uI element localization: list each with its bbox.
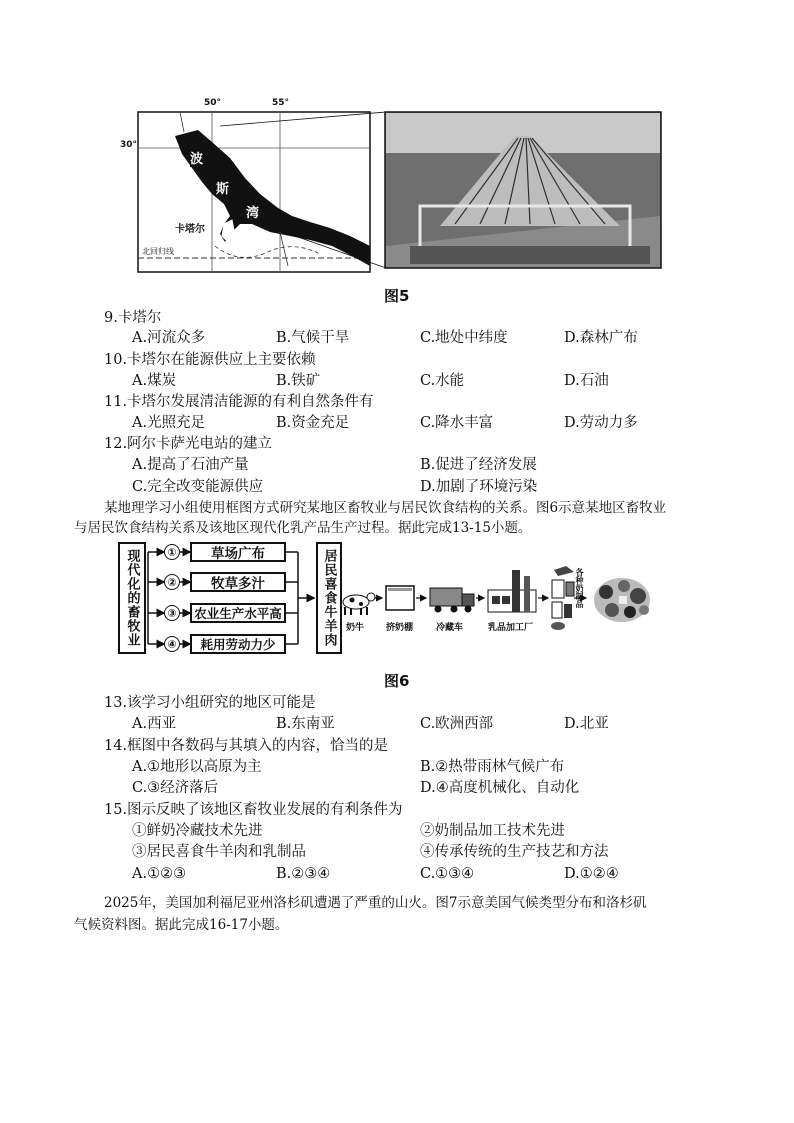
q14-stem: 14.框图中各数码与其填入的内容，恰当的是 <box>104 738 389 754</box>
q13-option-a[interactable]: A.西亚 <box>132 716 177 732</box>
q15-item-3: ③居民喜食牛羊肉和乳制品 <box>132 844 306 860</box>
q11-option-a[interactable]: A.光照充足 <box>132 415 206 431</box>
dairy-factory-icon <box>488 570 536 612</box>
cow-icon <box>343 593 375 615</box>
lon-55-label: 55° <box>272 98 290 108</box>
q15-stem: 15.图示反映了该地区畜牧业发展的有利条件为 <box>104 802 403 818</box>
intro-16-17-line1: 2025年，美国加利福尼亚州洛杉矶遭遇了严重的山火。图7示意美国气候类型分布和洛杉矶 <box>104 895 647 911</box>
intro-13-15-line2: 与居民饮食结构关系及该地区现代化乳产品生产过程。据此完成13-15小题。 <box>74 520 532 536</box>
step-truck-label: 冷藏车 <box>436 623 464 633</box>
number-3: ③ <box>164 605 180 621</box>
number-2: ② <box>164 574 180 590</box>
figure-5 <box>120 96 670 276</box>
lat-30-label: 30° <box>120 140 138 150</box>
box-juicy-forage: 牧草多汁 <box>190 572 286 592</box>
q13-option-b[interactable]: B.东南亚 <box>276 716 335 732</box>
q9-stem: 9.卡塔尔 <box>104 310 162 326</box>
q11-option-c[interactable]: C.降水丰富 <box>420 415 494 431</box>
box-agri-level: 农业生产水平高 <box>190 603 286 623</box>
box-grassland: 草场广布 <box>190 542 286 562</box>
q15-option-c[interactable]: C.①③④ <box>420 866 475 882</box>
q15-item-1: ①鲜奶冷藏技术先进 <box>132 823 263 839</box>
qatar-label: 卡塔尔 <box>175 224 205 235</box>
number-4: ④ <box>164 636 180 652</box>
tropic-label: 北回归线 <box>142 247 174 256</box>
q14-option-b[interactable]: B.②热带雨林气候广布 <box>420 759 565 775</box>
gulf-char-2: 斯 <box>216 178 229 197</box>
q15-item-2: ②奶制品加工技术先进 <box>420 823 565 839</box>
q9-option-a[interactable]: A.河流众多 <box>132 330 206 346</box>
persian-gulf-map <box>120 96 670 276</box>
intro-13-15-line1: 某地理学习小组使用框图方式研究某地区畜牧业与居民饮食结构的关系。图6示意某地区畜牧业 <box>104 500 667 516</box>
q12-option-a[interactable]: A.提高了石油产量 <box>132 457 249 473</box>
figure-5-caption: 图5 <box>384 287 410 305</box>
q15-option-b[interactable]: B.②③④ <box>276 866 331 882</box>
q12-stem: 12.阿尔卡萨光电站的建立 <box>104 436 273 452</box>
gulf-char-3: 湾 <box>246 202 259 221</box>
dairy-products-icon <box>551 566 574 630</box>
q13-stem: 13.该学习小组研究的地区可能是 <box>104 695 316 711</box>
residents-diet-box: 居民喜食牛羊肉 <box>316 542 342 654</box>
q9-option-b[interactable]: B.气候干旱 <box>276 330 350 346</box>
q12-option-c[interactable]: C.完全改变能源供应 <box>132 479 264 495</box>
q11-option-b[interactable]: B.资金充足 <box>276 415 350 431</box>
box-less-labor: 耗用劳动力少 <box>190 634 286 654</box>
modern-husbandry-box: 现代化的畜牧业 <box>118 542 146 654</box>
q9-option-d[interactable]: D.森林广布 <box>564 330 638 346</box>
q10-option-c[interactable]: C.水能 <box>420 373 465 389</box>
q11-stem: 11.卡塔尔发展清洁能源的有利自然条件有 <box>104 394 374 410</box>
q10-option-b[interactable]: B.铁矿 <box>276 373 321 389</box>
milking-shed-icon <box>386 586 414 610</box>
step-factory-label: 乳品加工厂 <box>488 623 534 633</box>
gulf-char-1: 波 <box>190 148 203 167</box>
number-1: ① <box>164 544 180 560</box>
q9-option-c[interactable]: C.地处中纬度 <box>420 330 508 346</box>
lon-50-label: 50° <box>204 98 222 108</box>
q10-stem: 10.卡塔尔在能源供应上主要依赖 <box>104 352 316 368</box>
refrigerated-truck-icon <box>430 588 474 613</box>
q11-option-d[interactable]: D.劳动力多 <box>564 415 638 431</box>
intro-16-17-line2: 气候资料图。据此完成16-17小题。 <box>74 917 289 933</box>
q15-option-d[interactable]: D.①②④ <box>564 866 619 882</box>
q12-option-b[interactable]: B.促进了经济发展 <box>420 457 537 473</box>
q14-option-d[interactable]: D.④高度机械化、自动化 <box>420 780 580 796</box>
q14-option-c[interactable]: C.③经济落后 <box>132 780 219 796</box>
step-products-label: 各种奶制品 <box>575 568 584 608</box>
q13-option-d[interactable]: D.北亚 <box>564 716 609 732</box>
q12-option-d[interactable]: D.加剧了环境污染 <box>420 479 538 495</box>
q15-item-4: ④传承传统的生产技艺和方法 <box>420 844 609 860</box>
dairy-food-cluster-icon <box>594 578 650 622</box>
step-cow-label: 奶牛 <box>346 623 365 633</box>
figure-6-caption: 图6 <box>384 672 410 690</box>
q10-option-a[interactable]: A.煤炭 <box>132 373 177 389</box>
step-shed-label: 挤奶棚 <box>386 623 414 633</box>
q14-option-a[interactable]: A.①地形以高原为主 <box>132 759 262 775</box>
q10-option-d[interactable]: D.石油 <box>564 373 609 389</box>
solar-plant-photo <box>385 112 661 268</box>
q15-option-a[interactable]: A.①②③ <box>132 866 187 882</box>
figure-6 <box>114 540 714 662</box>
q13-option-c[interactable]: C.欧洲西部 <box>420 716 494 732</box>
